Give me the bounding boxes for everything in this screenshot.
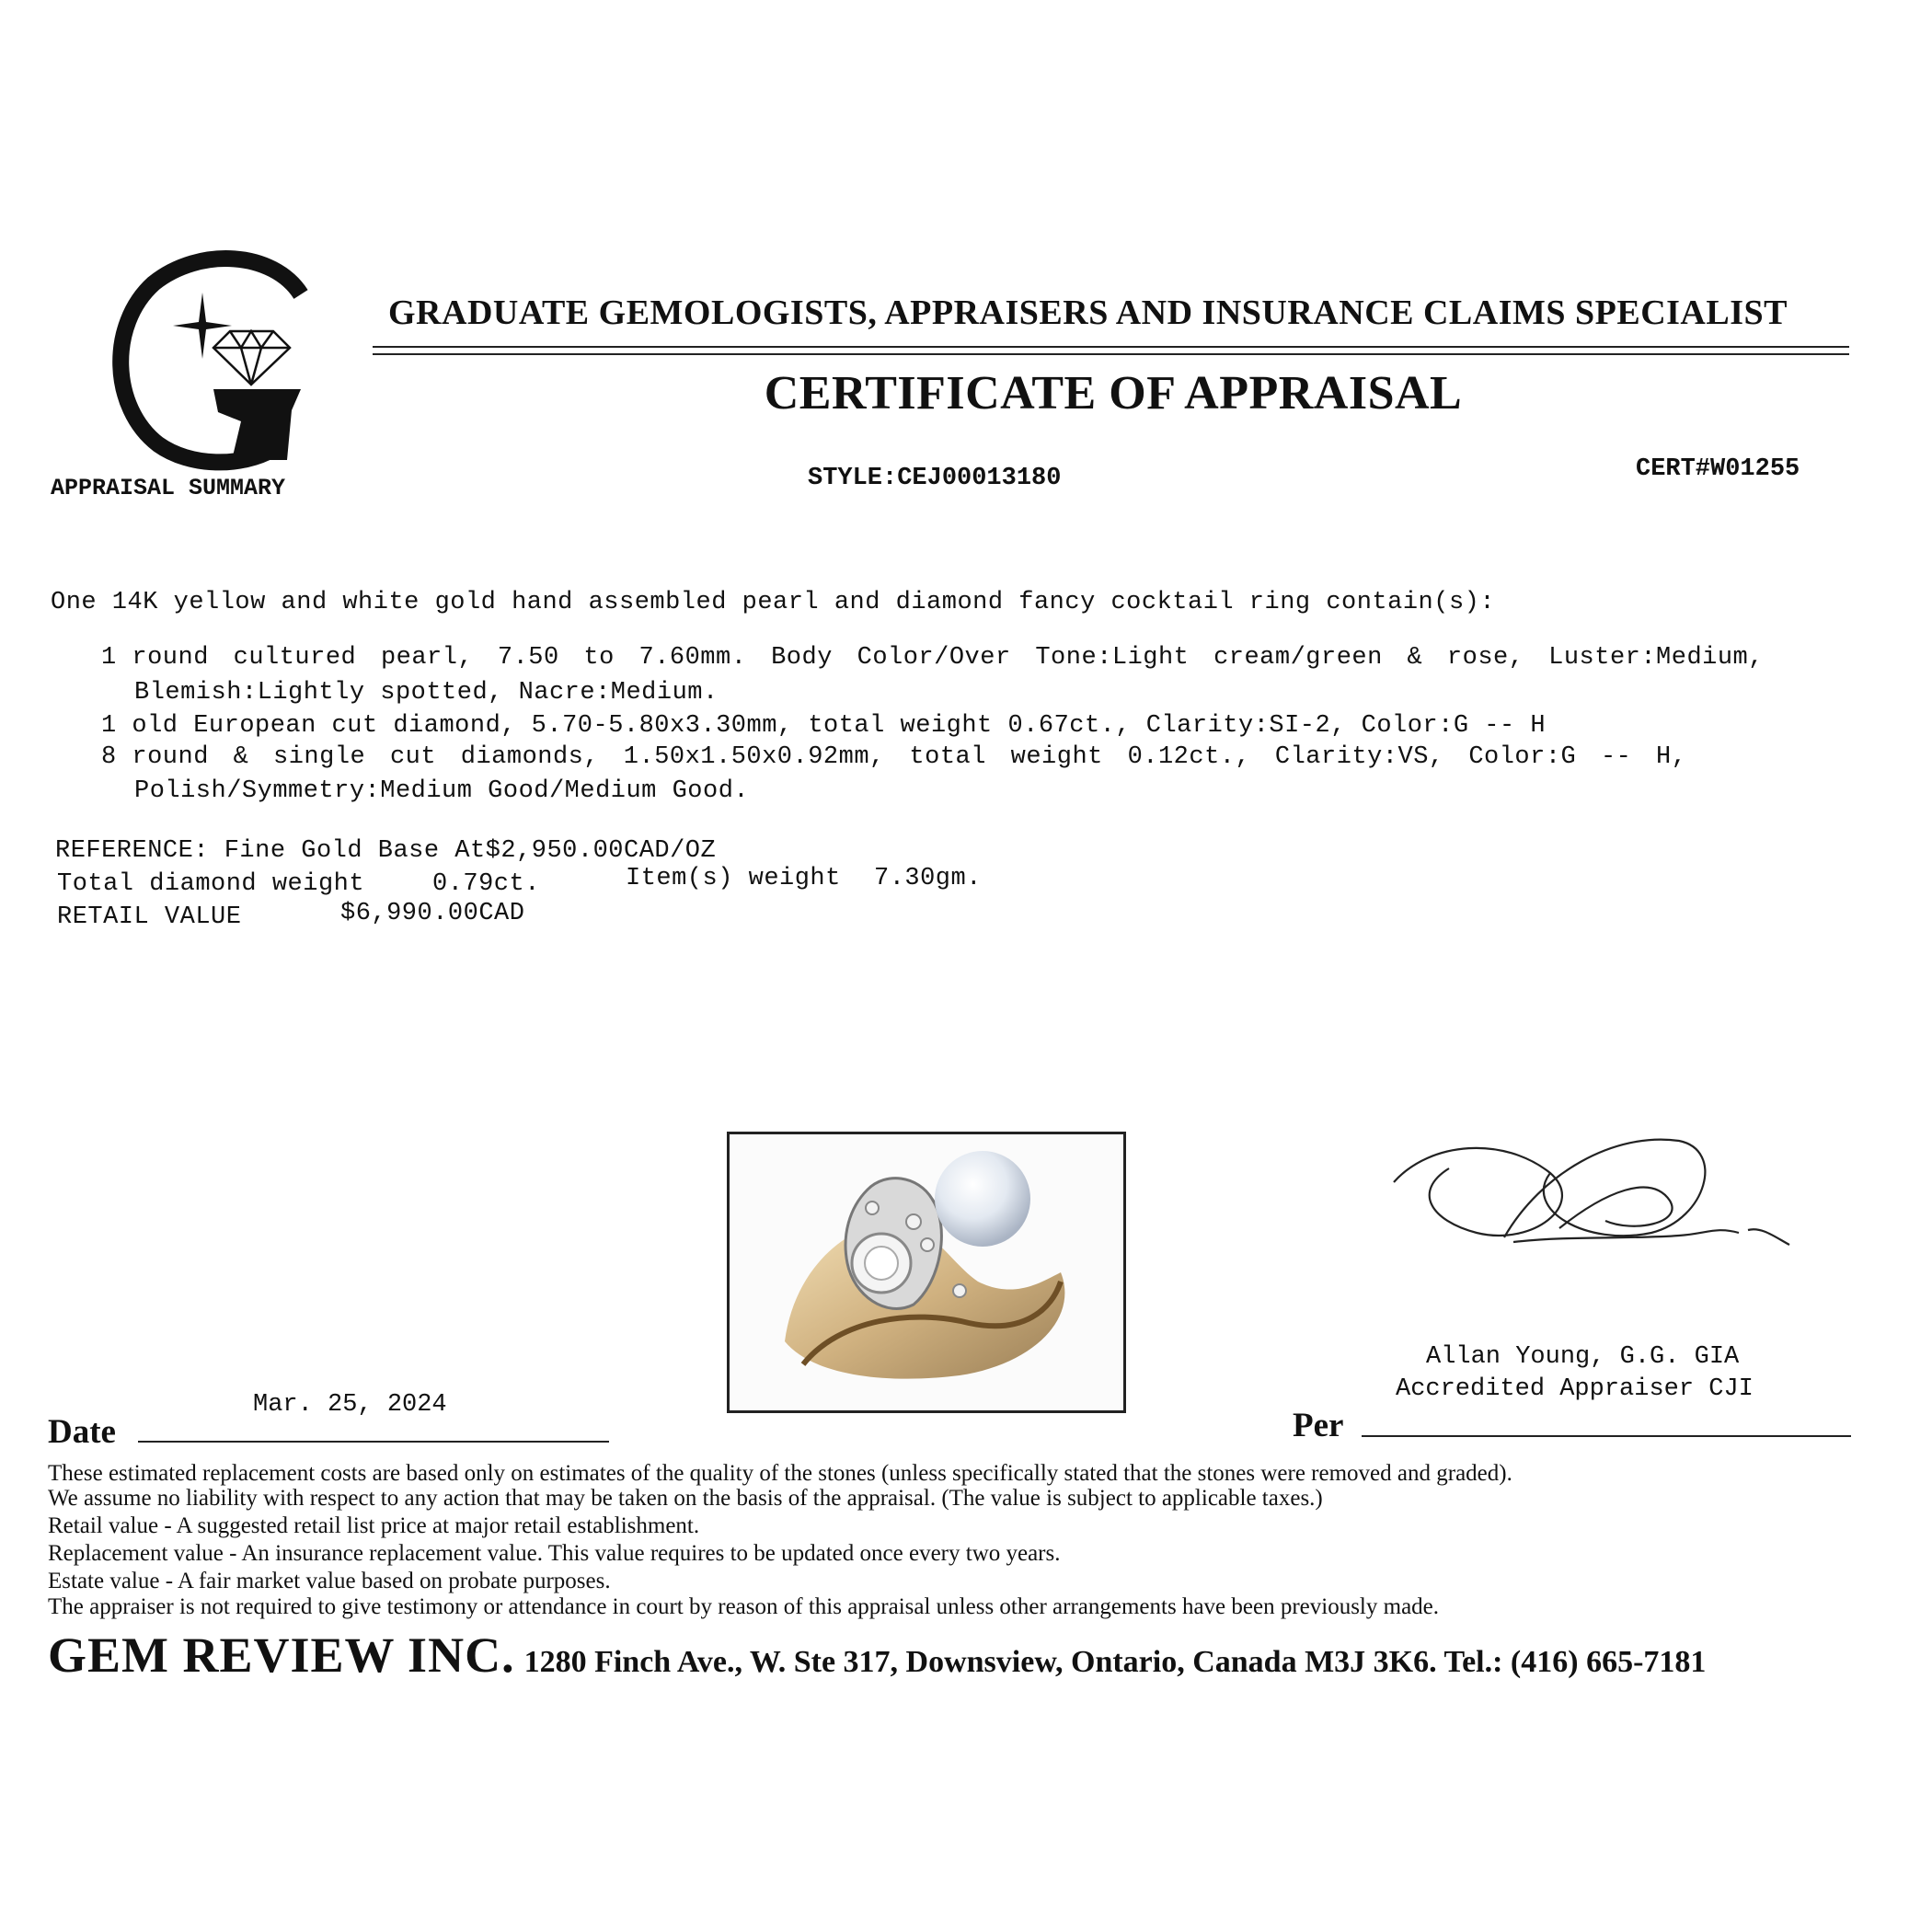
total-diamond-weight-label: Total diamond weight xyxy=(57,870,365,898)
date-label: Date xyxy=(48,1413,116,1451)
appraiser-credential: Accredited Appraiser CJI xyxy=(1396,1375,1754,1403)
company-address: 1280 Finch Ave., W. Ste 317, Downsview, Ontario, Canada M3J 3K6. Tel.: (416) 665-7181 xyxy=(523,1645,1707,1679)
certificate-number: CERT#W01255 xyxy=(1636,455,1800,483)
retail-value-label: RETAIL VALUE xyxy=(57,903,242,931)
disclaimer-line: Estate value - A fair market value based on probate purposes. xyxy=(48,1569,611,1593)
disclaimer-line: The appraiser is not required to give testimony or attendance in court by reason of this appraisal unless other arrangements have been previously made. xyxy=(48,1594,1440,1619)
item-quantity: 8 xyxy=(101,743,117,771)
item-quantity: 1 xyxy=(101,644,117,672)
disclaimer-line: These estimated replacement costs are based only on estimates of the quality of the stones (unless specifically stated that the stones were removed and graded). xyxy=(48,1461,1512,1486)
company-logo xyxy=(103,247,324,471)
list-item-european-diamond xyxy=(101,712,1546,740)
appraisal-summary-label: APPRAISAL SUMMARY xyxy=(51,475,286,501)
appraisal-date: Mar. 25, 2024 xyxy=(253,1391,447,1419)
item-weight-label: Item(s) weight xyxy=(626,865,841,892)
list-item-single-cut-diamonds xyxy=(101,743,1686,771)
certificate-title: CERTIFICATE OF APPRAISAL xyxy=(764,367,1463,420)
item-details-continued: Blemish:Lightly spotted, Nacre:Medium. xyxy=(134,679,719,707)
disclaimer-line: Replacement value - An insurance replacement value. This value requires to be updated once every two years. xyxy=(48,1541,1061,1566)
item-details: old European cut diamond, 5.70-5.80x3.30mm, total weight 0.67ct., Clarity:SI-2, Color:G -- H xyxy=(132,712,1547,740)
item-details: round cultured pearl, 7.50 to 7.60mm. Body Color/Over Tone:Light cream/green & rose, Luster:Medium, xyxy=(132,644,1764,672)
style-code: STYLE:CEJ00013180 xyxy=(808,465,1062,492)
company-name: GEM REVIEW INC. xyxy=(48,1627,515,1683)
list-item-pearl xyxy=(101,644,1764,672)
header-rule-top xyxy=(373,346,1849,348)
per-line xyxy=(1362,1435,1851,1437)
retail-value: $6,990.00CAD xyxy=(340,900,525,927)
disclaimer-line: Retail value - A suggested retail list price at major retail establishment. xyxy=(48,1513,700,1538)
appraiser-signature xyxy=(1375,1118,1817,1274)
per-label: Per xyxy=(1293,1407,1344,1444)
disclaimer-line: We assume no liability with respect to any action that may be taken on the basis of the appraisal. (The value is subject to applicable taxes.) xyxy=(48,1486,1323,1511)
item-description-intro: One 14K yellow and white gold hand assembled pearl and diamond fancy cocktail ring contain(s): xyxy=(51,589,1496,616)
appraiser-name: Allan Young, G.G. GIA xyxy=(1426,1343,1740,1371)
item-details: round & single cut diamonds, 1.50x1.50x0.92mm, total weight 0.12ct., Clarity:VS, Color:G -- H, xyxy=(132,743,1687,771)
organization-heading: GRADUATE GEMOLOGISTS, APPRAISERS AND INSURANCE CLAIMS SPECIALIST xyxy=(388,293,1788,332)
ring-photo xyxy=(727,1132,1126,1413)
total-diamond-weight-value: 0.79ct. xyxy=(432,870,540,898)
date-line xyxy=(138,1441,609,1443)
header-rule-bottom xyxy=(373,353,1849,355)
item-quantity: 1 xyxy=(101,712,117,740)
gold-reference: REFERENCE: Fine Gold Base At$2,950.00CAD/OZ xyxy=(55,837,717,865)
footer xyxy=(48,1627,1706,1684)
ring-illustration xyxy=(730,1134,1123,1410)
item-weight-value: 7.30gm. xyxy=(874,865,982,892)
item-details-continued: Polish/Symmetry:Medium Good/Medium Good. xyxy=(134,777,750,805)
